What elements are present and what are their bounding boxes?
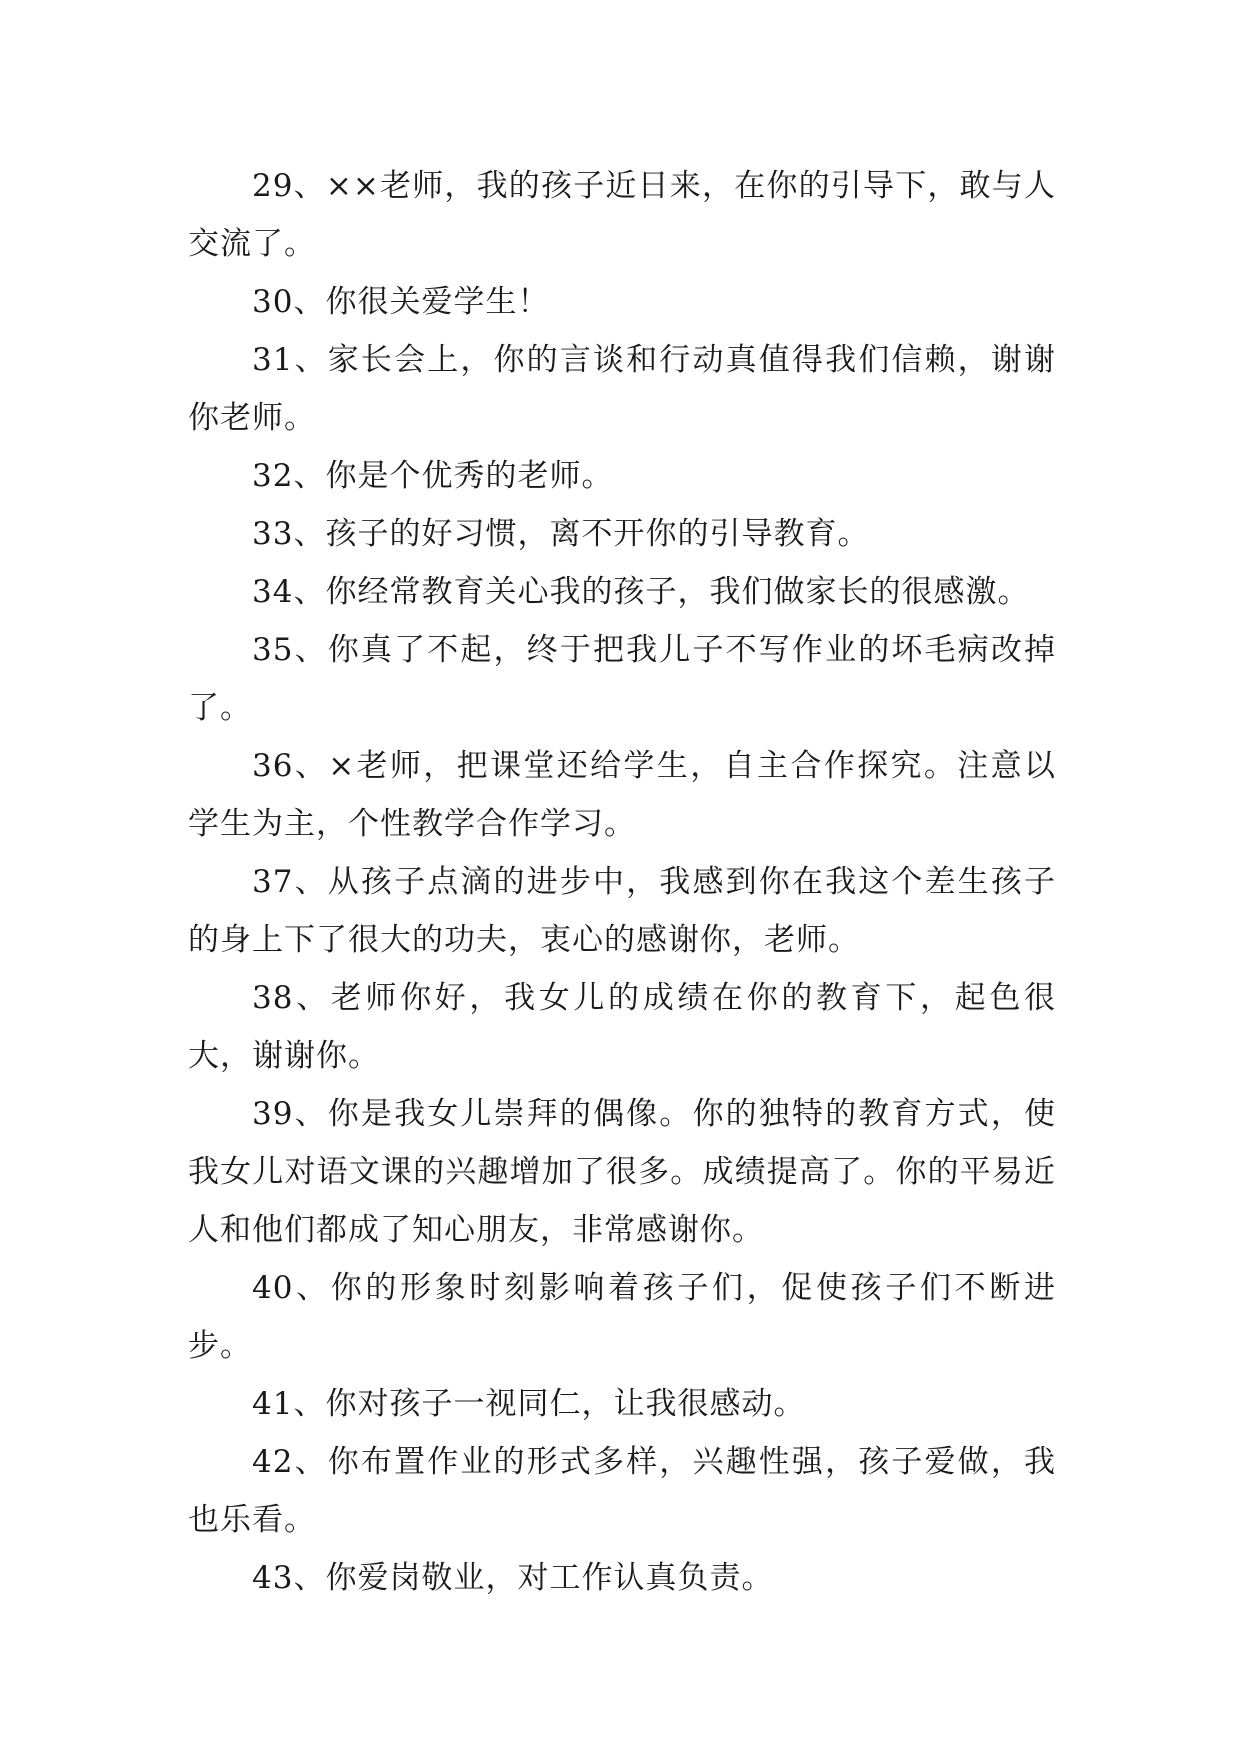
paragraph-38: 38、老师你好，我女儿的成绩在你的教育下，起色很大，谢谢你。 (188, 980, 1056, 1074)
paragraph-32: 32、你是个优秀的老师。 (252, 458, 614, 494)
paragraph-42: 42、你布置作业的形式多样，兴趣性强，孩子爱做，我也乐看。 (188, 1444, 1056, 1538)
paragraph-35: 35、你真了不起，终于把我儿子不写作业的坏毛病改掉了。 (188, 632, 1056, 726)
paragraph-37: 37、从孩子点滴的进步中，我感到你在我这个差生孩子的身上下了很大的功夫，衷心的感谢你，老师。 (188, 864, 1056, 958)
document-body (188, 157, 1056, 1607)
paragraph-30: 30、你很关爱学生！ (252, 284, 550, 320)
paragraph-33: 33、孩子的好习惯，离不开你的引导教育。 (252, 516, 870, 552)
paragraph-31: 31、家长会上，你的言谈和行动真值得我们信赖，谢谢你老师。 (188, 342, 1056, 436)
paragraph-43: 43、你爱岗敬业，对工作认真负责。 (252, 1560, 774, 1596)
paragraph-36: 36、×老师，把课堂还给学生，自主合作探究。注意以学生为主，个性教学合作学习。 (188, 748, 1056, 842)
paragraph-34: 34、你经常教育关心我的孩子，我们做家长的很感激。 (252, 574, 1030, 610)
paragraph-41: 41、你对孩子一视同仁，让我很感动。 (252, 1386, 806, 1422)
paragraph-40: 40、你的形象时刻影响着孩子们，促使孩子们不断进步。 (188, 1270, 1056, 1364)
paragraph-29: 29、××老师，我的孩子近日来，在你的引导下，敢与人交流了。 (188, 168, 1056, 262)
paragraph-39: 39、你是我女儿崇拜的偶像。你的独特的教育方式，使我女儿对语文课的兴趣增加了很多。成绩提高了。你的平易近人和他们都成了知心朋友，非常感谢你。 (188, 1096, 1056, 1248)
